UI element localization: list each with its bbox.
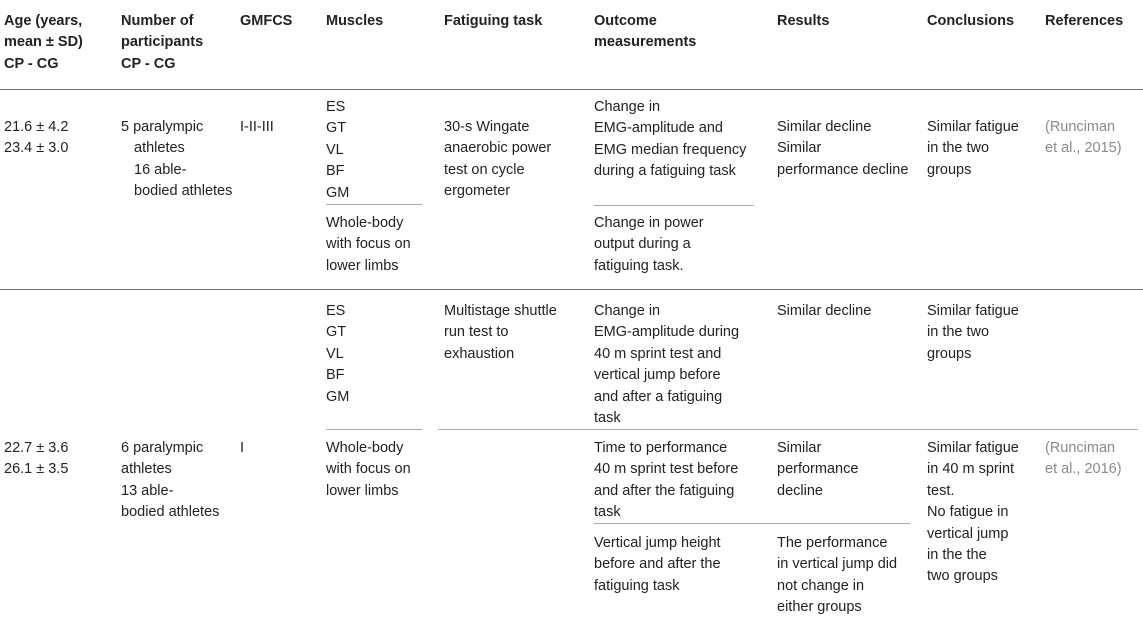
outcome-emg: Change in EMG-amplitude during 40 m sprint test and vertical jump before and after a fatiguing task [594,303,740,427]
muscles-divider [326,204,422,205]
row-divider [0,289,1143,290]
age-cell: 21.6 ± 4.2 23.4 ± 3.0 [4,119,69,157]
gmfcs-cell: I-II-III [240,119,274,135]
outcome-subdivider [594,523,910,524]
header-results: Results [777,13,830,29]
results-emg: Similar decline [777,303,872,319]
header-references: References [1045,13,1124,29]
participants-cell: 5 paralympic athletes 16 able- bodied athletes [121,119,233,200]
muscles-list: ES GT VL BF GM [326,303,350,405]
reference-cell: (Runciman et al., 2015) [1045,119,1122,157]
muscles-whole-body: Whole-body with focus on lower limbs [326,215,411,274]
outcome-sprint: Time to performance 40 m sprint test before and after the fatiguing task [594,440,739,521]
results-jump: The performance in vertical jump did not change in either groups [777,535,898,616]
conclusions-performance: Similar fatigue in 40 m sprint test. No fatigue in vertical jump in the the two groups [927,440,1019,585]
header-participants: Number of participants CP - CG [121,13,204,72]
header-muscles: Muscles [326,13,384,29]
header-age: Age (years, mean ± SD) CP - CG [4,13,83,72]
conclusions-emg: Similar fatigue in the two groups [927,303,1019,362]
outcome-power: Change in power output during a fatiguing task. [594,215,704,274]
age-cell: 22.7 ± 3.6 26.1 ± 3.5 [4,440,69,478]
conclusions-cell: Similar fatigue in the two groups [927,119,1019,178]
outcome-jump: Vertical jump height before and after the fatiguing task [594,535,721,594]
results-sprint: Similar performance decline [777,440,859,499]
outcome-emg: Change in EMG-amplitude and EMG median frequency during a fatiguing task [594,99,747,180]
header-fatiguing-task: Fatiguing task [444,13,543,29]
outcome-divider [594,205,754,206]
header-outcome: Outcome measurements [594,13,697,51]
participants-cell: 6 paralympic athletes 13 able- bodied athletes [121,440,220,521]
fatiguing-task-cell: Multistage shuttle run test to exhaustion [444,303,557,362]
muscles-whole-body: Whole-body with focus on lower limbs [326,440,411,499]
header-divider [0,89,1143,90]
gmfcs-cell: I [240,440,245,456]
row-subdivider [438,429,1138,430]
fatiguing-task-cell: 30-s Wingate anaerobic power test on cycle ergometer [444,119,552,200]
header-conclusions: Conclusions [927,13,1015,29]
header-gmfcs: GMFCS [240,13,293,29]
reference-cell: (Runciman et al., 2016) [1045,440,1122,478]
muscles-list: ES GT VL BF GM [326,99,350,201]
results-cell: Similar decline Similar performance decline [777,119,909,178]
muscles-divider [326,429,422,430]
